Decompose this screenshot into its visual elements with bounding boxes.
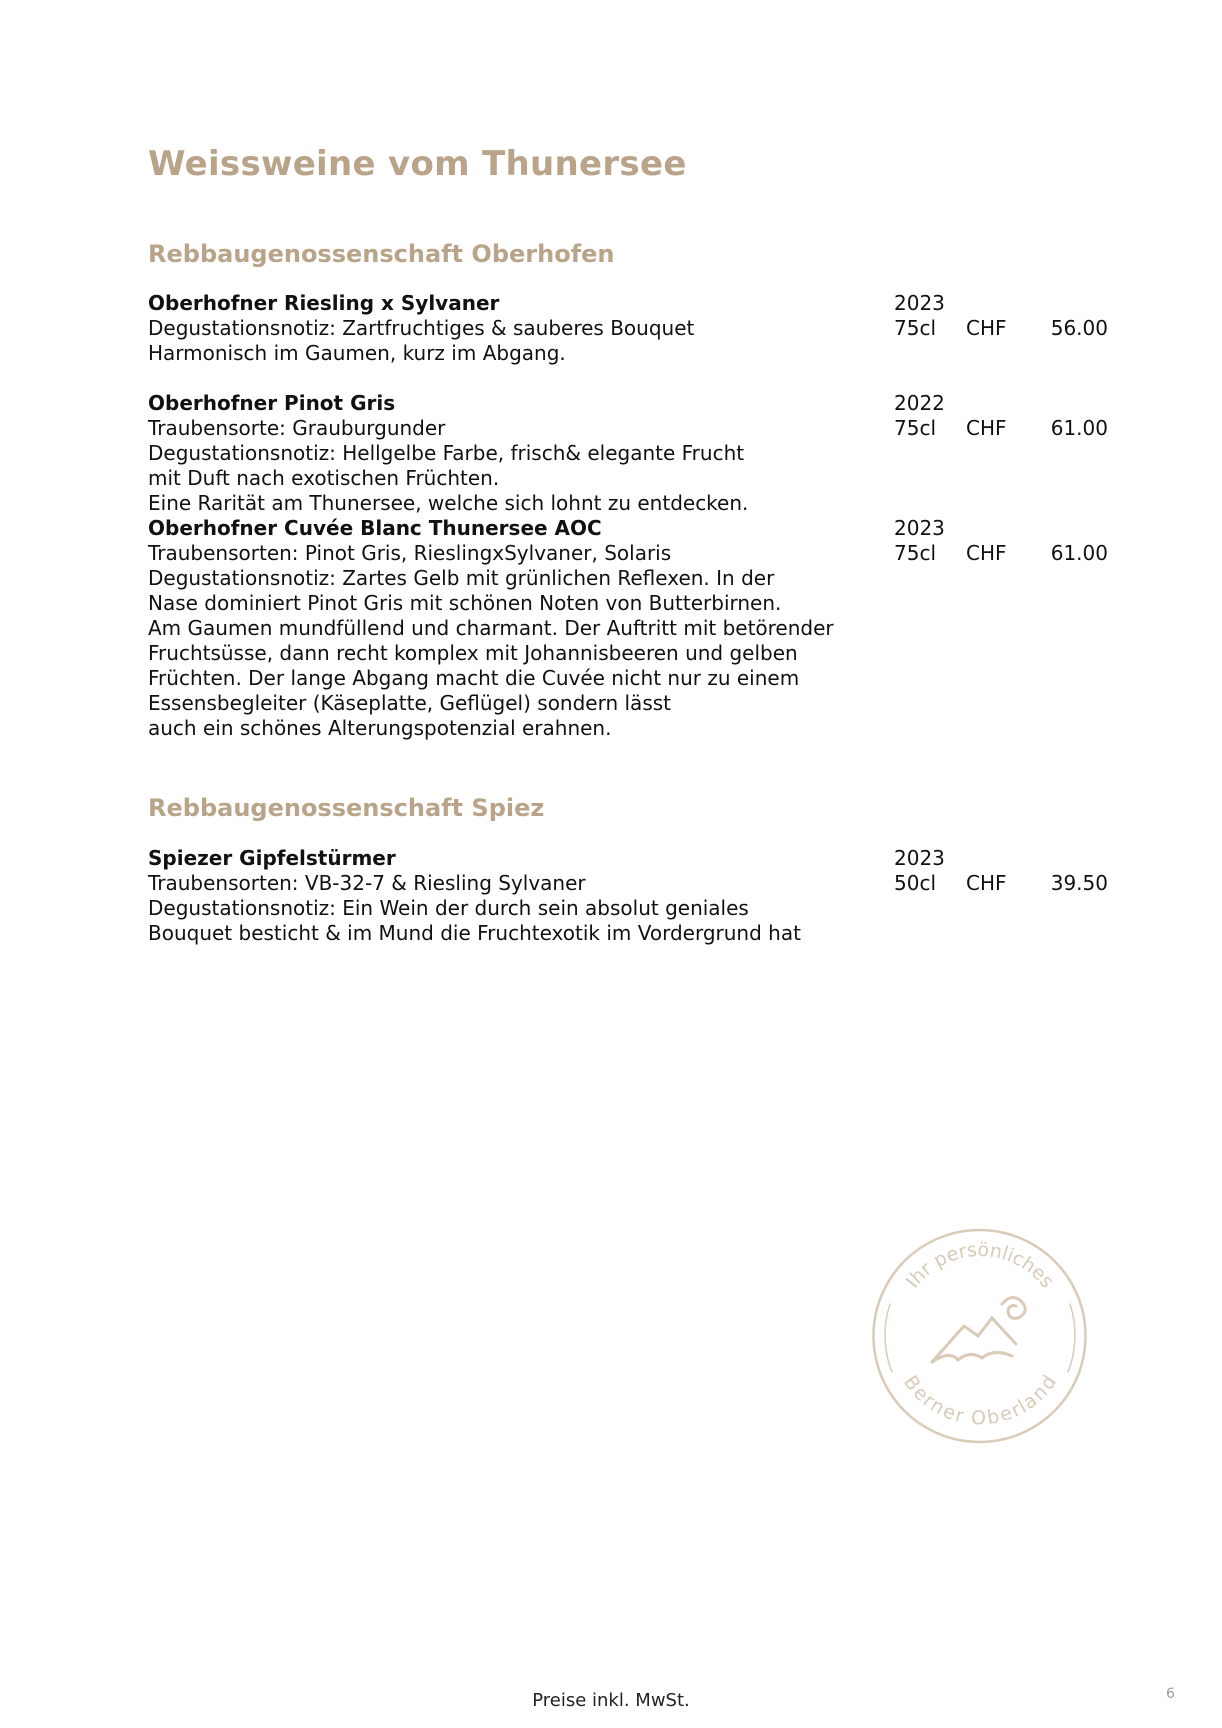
wine-entry-riesling-sylvaner [148, 291, 1108, 366]
wine-description-line: Nase dominiert Pinot Gris mit schönen Noten von Butterbirnen. [148, 591, 782, 615]
wine-description-line: Essensbegleiter (Käseplatte, Geflügel) sondern lässt [148, 691, 671, 715]
wine-description-line: Degustationsnotiz: Hellgelbe Farbe, frisch& elegante Frucht [148, 441, 745, 465]
wine-entry-pinot-gris [148, 391, 1108, 516]
wine-description-line: Traubensorten: VB-32-7 & Riesling Sylvaner [148, 871, 586, 895]
wine-year: 2023 [894, 846, 945, 870]
wine-name: Oberhofner Cuvée Blanc Thunersee AOC [148, 516, 602, 540]
wine-size: 50cl [894, 871, 937, 895]
page-number: 6 [1166, 1686, 1175, 1702]
stamp-top-text: Ihr persönliches [901, 1238, 1059, 1293]
footer-price-note: Preise inkl. MwSt. [532, 1690, 690, 1711]
wine-name: Oberhofner Riesling x Sylvaner [148, 291, 500, 315]
wine-currency: CHF [966, 416, 1007, 440]
page-title: Weissweine vom Thunersee [148, 144, 687, 184]
wine-description-line: Bouquet besticht & im Mund die Fruchtexotik im Vordergrund hat [148, 921, 801, 945]
wine-description-line: Am Gaumen mundfüllend und charmant. Der Auftritt mit betörender [148, 616, 834, 640]
wine-description-line: Degustationsnotiz: Zartes Gelb mit grünlichen Reflexen. In der [148, 566, 775, 590]
wine-price: 39.50 [1050, 871, 1108, 895]
wine-year: 2022 [894, 391, 945, 415]
wine-description-line: Degustationsnotiz: Ein Wein der durch sein absolut geniales [148, 896, 749, 920]
wine-description-line: Harmonisch im Gaumen, kurz im Abgang. [148, 341, 566, 365]
wine-description-line: Traubensorte: Grauburgunder [148, 416, 446, 440]
stamp-bottom-text: Berner Oberland [899, 1371, 1061, 1430]
wine-size: 75cl [894, 316, 937, 340]
wine-name: Spiezer Gipfelstürmer [148, 846, 396, 870]
wine-name: Oberhofner Pinot Gris [148, 391, 396, 415]
wine-year: 2023 [894, 516, 945, 540]
wine-size: 75cl [894, 541, 937, 565]
wine-description-line: Degustationsnotiz: Zartfruchtiges & sauberes Bouquet [148, 316, 695, 340]
wine-description-line: Eine Rarität am Thunersee, welche sich lohnt zu entdecken. [148, 491, 749, 515]
berner-oberland-stamp-logo [866, 1222, 1094, 1450]
wine-currency: CHF [966, 871, 1007, 895]
wine-currency: CHF [966, 541, 1007, 565]
wine-year: 2023 [894, 291, 945, 315]
wine-price: 61.00 [1050, 416, 1108, 440]
wine-description-line: mit Duft nach exotischen Früchten. [148, 466, 500, 490]
section-heading-spiez: Rebbaugenossenschaft Spiez [148, 794, 545, 822]
section-heading-oberhofen: Rebbaugenossenschaft Oberhofen [148, 240, 615, 268]
wine-price: 56.00 [1050, 316, 1108, 340]
wine-size: 75cl [894, 416, 937, 440]
wine-description-line: Fruchtsüsse, dann recht komplex mit Johannisbeeren und gelben [148, 641, 798, 665]
wine-entry-cuvee-blanc [148, 516, 1108, 741]
wine-currency: CHF [966, 316, 1007, 340]
wine-price: 61.00 [1050, 541, 1108, 565]
wine-entry-gipfelstuermer [148, 846, 1108, 946]
wine-description-line: Traubensorten: Pinot Gris, RieslingxSylvaner, Solaris [148, 541, 672, 565]
wine-description-line: auch ein schönes Alterungspotenzial erahnen. [148, 716, 612, 740]
wine-description-line: Früchten. Der lange Abgang macht die Cuvée nicht nur zu einem [148, 666, 800, 690]
